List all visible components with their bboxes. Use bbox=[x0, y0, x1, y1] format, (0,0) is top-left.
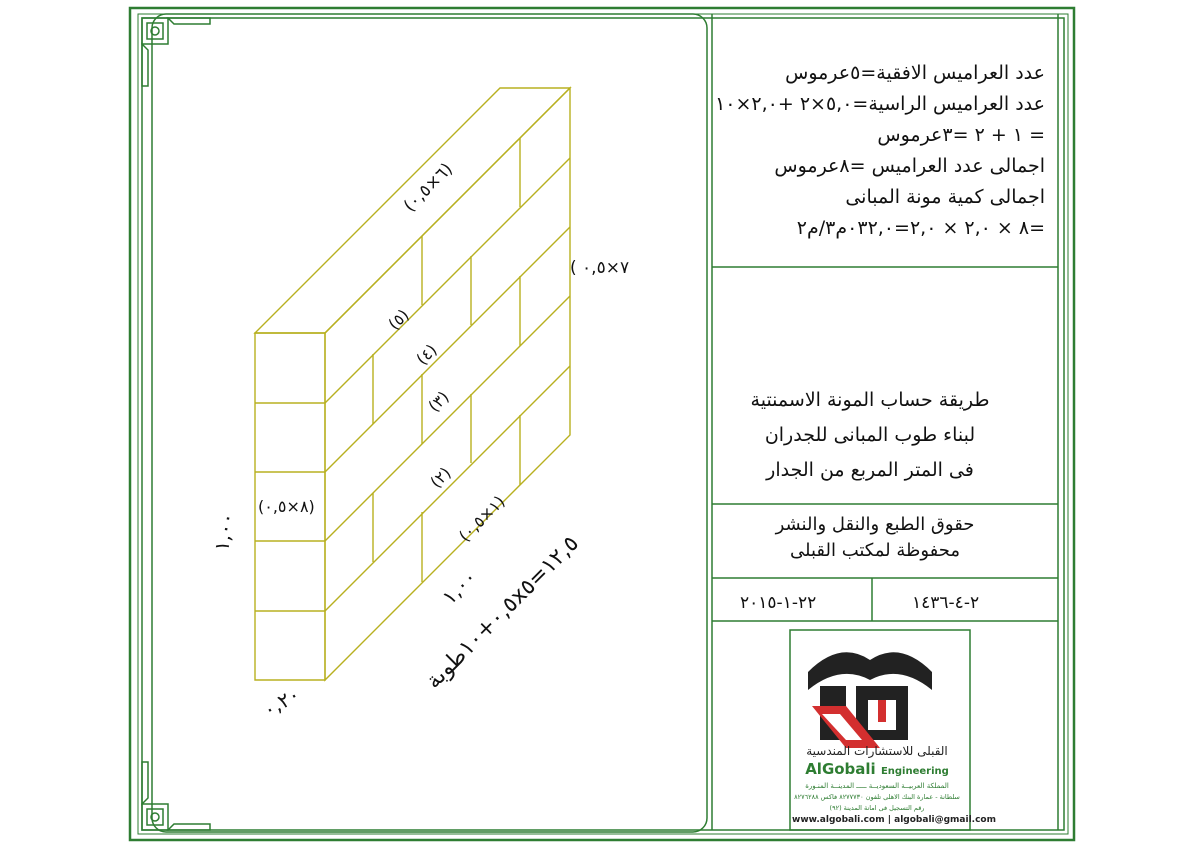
logo-name-english bbox=[792, 760, 962, 778]
title-line-2: لبناء طوب المبانى للجدران bbox=[764, 424, 976, 446]
logo-name-arabic: القبلى للاستشارات المندسية bbox=[806, 744, 948, 758]
drawing-area-frame bbox=[152, 14, 707, 832]
dimension-length: ١,٠٠ bbox=[437, 564, 482, 610]
date-hijri: ٢-٤-١٤٣٦ bbox=[912, 593, 980, 613]
dimension-height: ١,٠٠ bbox=[209, 510, 240, 554]
label-top-joint: (٦×٠,٥) bbox=[400, 159, 457, 217]
notes-line-2: عدد العراميس الراسية=٥,٠×٢ +٢,٠×١٠ bbox=[715, 93, 1045, 115]
notes-line-6: =٨ × ٢,٠ × ٢,٠=٠٣٢,٠م٣/م٢ bbox=[796, 217, 1045, 239]
notes-line-5: اجمالى كمية مونة المبانى bbox=[845, 186, 1045, 208]
rights-line-1: حقوق الطبع والنقل والنشر bbox=[775, 514, 975, 535]
brick-count-formula: ١٢,٥=٠,٥x٥+١٠طوبة bbox=[421, 531, 585, 694]
logo-contact: www.algobali.com | algobali@gmail.com bbox=[792, 815, 996, 825]
copyright-note bbox=[715, 512, 1035, 564]
calculation-notes bbox=[715, 58, 1045, 244]
rights-line-2: محفوظة لمكتب القبلى bbox=[789, 540, 960, 561]
logo-website-link[interactable]: www.algobali.com bbox=[792, 815, 885, 825]
notes-line-4: اجمالى عدد العراميس =٨عرموس bbox=[774, 155, 1045, 177]
logo-brand-sub: Engineering bbox=[880, 766, 949, 777]
logo-brand: AlGobali bbox=[805, 760, 876, 778]
drawing-title bbox=[715, 383, 1025, 488]
label-joint-3: (٣) bbox=[424, 387, 453, 416]
label-right-joint: ( ٧×٠,٥ bbox=[570, 258, 630, 278]
logo-address-1: المملكة العربيــة السعوديــة ـــــ المدينــة المنـورة bbox=[805, 782, 949, 790]
date-gregorian: ٢٢-١-٢٠١٥ bbox=[740, 593, 817, 613]
title-line-1: طريقة حساب المونة الاسمنتية bbox=[750, 389, 990, 411]
algobali-logo-icon bbox=[808, 652, 932, 748]
logo-address-3: رقم التسجيل فى امانة المدينة (٩٢) bbox=[829, 804, 925, 812]
logo-email-link[interactable]: algobali@gmail.com bbox=[894, 815, 996, 825]
logo-address-2: سلطانة - عمارة البنك الاهلى تلفون ٨٢٧٧٧٣٠ فاكس ٨٢٧٦٢٨٨ bbox=[794, 793, 960, 801]
label-left-joint: (٨×٠,٥) bbox=[258, 497, 315, 516]
label-bottom-joint: (١×٠,٥) bbox=[455, 491, 509, 546]
label-joint-2: (٢) bbox=[426, 463, 455, 492]
notes-line-3: = ١ + ٢ =٣عرموس bbox=[877, 124, 1045, 146]
notes-line-1: عدد العراميس الافقية=٥عرموس bbox=[785, 62, 1045, 84]
label-joint-4: (٤) bbox=[412, 340, 441, 369]
label-joint-5: (٥) bbox=[384, 305, 413, 334]
dimension-thickness: ٠,٢٠ bbox=[258, 681, 305, 723]
title-line-3: فى المتر المربع من الجدار bbox=[766, 459, 974, 481]
